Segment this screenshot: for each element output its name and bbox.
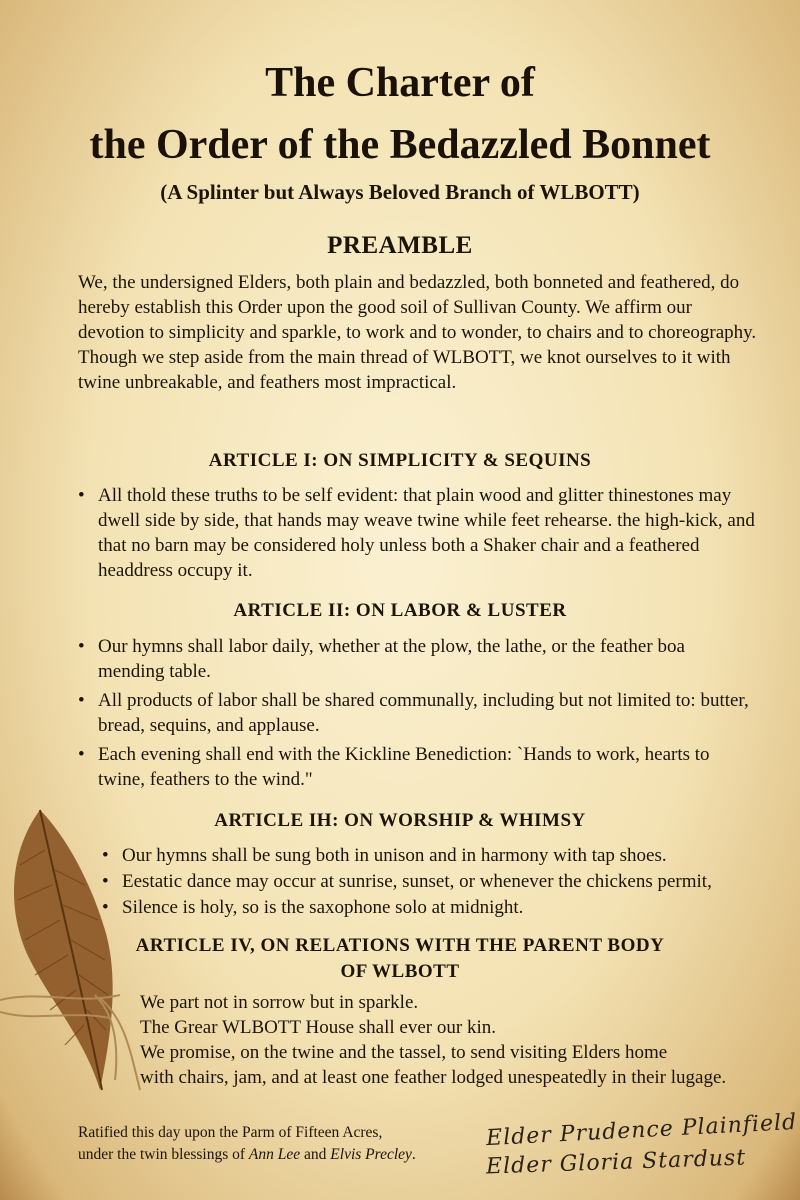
- article-4-lines: [140, 990, 790, 1090]
- list-item: • Each evening shall end with the Kickline Benediction: `Hands to work, hearts to twine, feathers to the wind.": [76, 742, 756, 792]
- list-item: • Eestatic dance may occur at sunrise, sunset, or whenever the chickens permit,: [100, 869, 800, 894]
- list-item: • All products of labor shall be shared communally, including but not limited to: butter, bread, sequins, and applause.: [76, 688, 756, 738]
- article-2-list: [76, 634, 756, 796]
- ratification-prefix: under the twin blessings of: [78, 1146, 249, 1163]
- signature-2: Elder Gloria Stardust: [485, 1145, 747, 1180]
- list-item: • All thold these truths to be self evident: that plain wood and glitter thinestones may dwell side by side, that hands may weave twine while feet rehearse. the high-kick, and that no barn may be considered holy unless both a Shaker chair and a feathered headdress occupy it.: [76, 483, 776, 583]
- preamble-heading: PREAMBLE: [327, 232, 473, 259]
- feather-icon: [0, 790, 150, 1120]
- list-item: • Silence is holy, so is the saxophone solo at midnight.: [100, 895, 800, 920]
- title-line-1: The Charter of: [265, 60, 535, 106]
- ratification-suffix: .: [411, 1146, 416, 1163]
- signature-1: Elder Prudence Plainfield: [485, 1109, 798, 1152]
- article-4-heading-line-1: ARTICLE IV, ON RELATIONS WITH THE PARENT BODY: [135, 935, 665, 956]
- ratification-line-2: [78, 1144, 488, 1166]
- subtitle: (A Splinter but Always Beloved Branch of WLBOTT): [160, 180, 640, 204]
- article-3-heading: ARTICLE IH: ON WORSHIP & WHIMSY: [214, 810, 586, 831]
- article-4-line: We part not in sorrow but in sparkle.: [140, 992, 419, 1013]
- blessing-name-1: Ann Lee: [248, 1146, 301, 1163]
- article-1-heading: ARTICLE I: ON SIMPLICITY & SEQUINS: [208, 450, 592, 471]
- list-item: • Our hymns shall be sung both in unison and in harmony with tap shoes.: [100, 843, 800, 868]
- ratification-text: [78, 1122, 488, 1166]
- list-item: • Our hymns shall labor daily, whether at the plow, the lathe, or the feather boa mending table.: [76, 634, 756, 684]
- blessing-name-2: Elvis Precley: [330, 1146, 412, 1163]
- article-4-line: The Grear WLBOTT House shall ever our kin.: [140, 1017, 496, 1038]
- preamble-text: We, the undersigned Elders, both plain and bedazzled, both bonneted and feathered, do hereby establish this Order upon the good soil of Sullivan County. We affirm our devotion to simplicity and sparkle, to work and to wonder, to chairs and to choreography. Though we step aside from the main thread of WLBOTT, we knot ourselves to it with twine unbreakable, and feathers most impractical.: [78, 272, 757, 393]
- article-1-list: [76, 483, 776, 587]
- article-4-heading-line-2: OF WLBOTT: [340, 961, 460, 982]
- title-line-2: the Order of the Bedazzled Bonnet: [89, 122, 711, 168]
- article-4-line: with chairs, jam, and at least one feather lodged unespeatedly in their lugage.: [140, 1067, 727, 1088]
- article-4-line: We promise, on the twine and the tassel, to send visiting Elders home: [140, 1042, 668, 1063]
- ratification-and: and: [300, 1146, 331, 1163]
- ratification-line-1: Ratified this day upon the Parm of Fifteen Acres,: [78, 1124, 383, 1141]
- article-2-heading: ARTICLE II: ON LABOR & LUSTER: [233, 600, 567, 621]
- article-3-list: [100, 843, 800, 921]
